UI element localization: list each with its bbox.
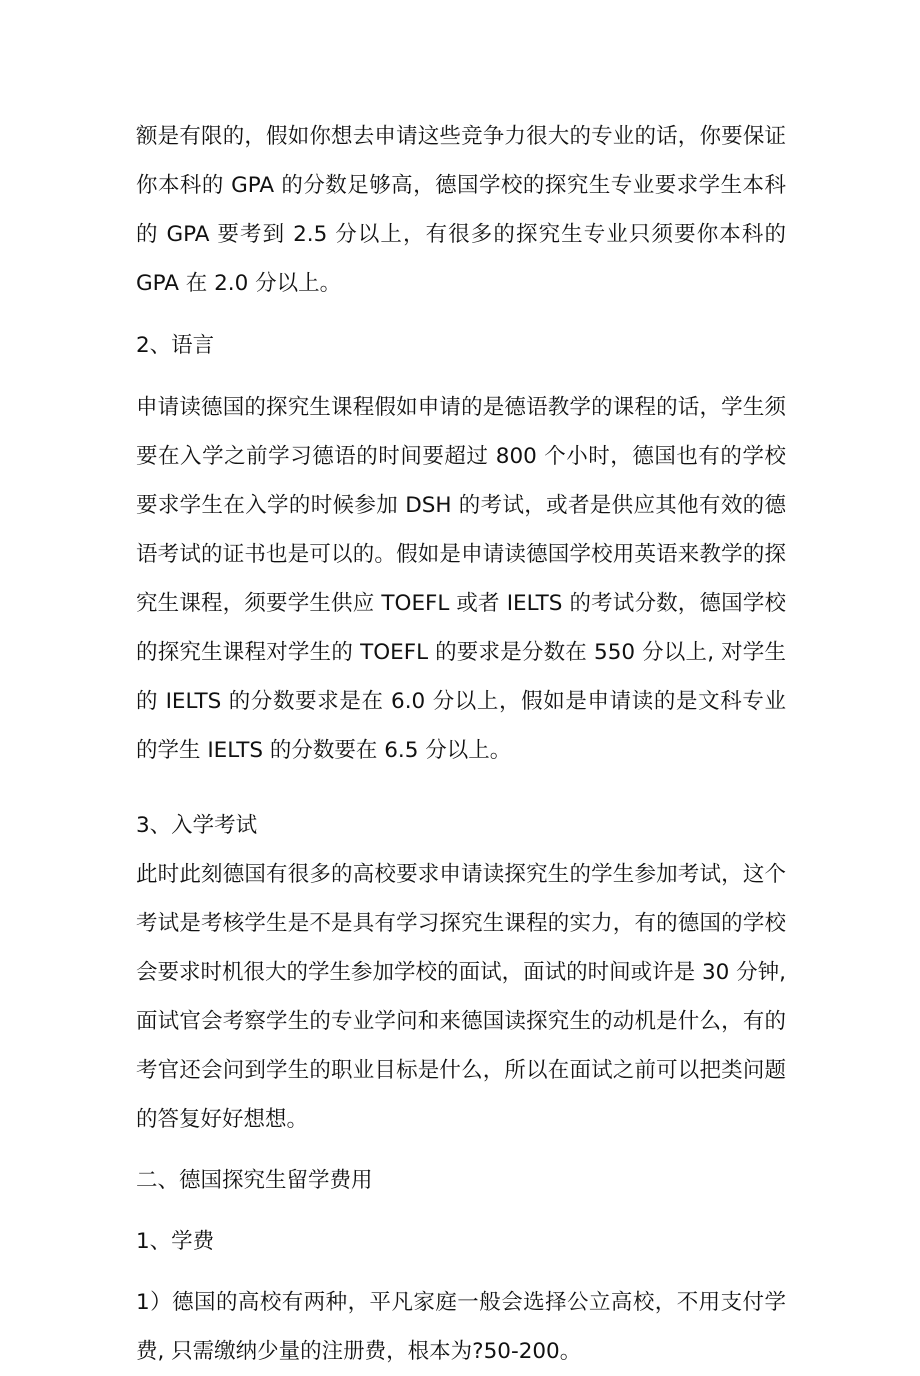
paragraph-entrance-exam: 此时此刻德国有很多的高校要求申请读探究生的学生参加考试，这个考试是考核学生是不是具有学习探究生课程的实力，有的德国的学校会要求时机很大的学生参加学校的面试，面试的时间或许是 30 分钟, 面试官会考察学生的专业学问和来德国读探究生的动机是什么，有的考官还会问到学生的职业目标是什么，所以在面试之前可以把类问题的答复好好想想。 [136,862,786,1132]
heading-study-costs: 二、德国探究生留学费用 [136,1168,373,1193]
paragraph-tuition: 1）德国的高校有两种，平凡家庭一般会选择公立高校，不用支付学费, 只需缴纳少量的注册费，根本为?50-200。 [136,1290,786,1364]
heading-entrance-exam: 3、入学考试 [136,813,258,838]
heading-language: 2、语言 [136,333,215,358]
paragraph-language-requirement: 申请读德国的探究生课程假如申请的是德语教学的课程的话，学生须要在入学之前学习德语的时间要超过 800 个小时，德国也有的学校要求学生在入学的时候参加 DSH 的考试，或者是供应其他有效的德语考试的证书也是可以的。假如是申请读德国学校用英语来教学的探究生课程，须要学生供应 TOEFL 或者 IELTS 的考试分数，德国学校的探究生课程对学生的 TOEFL 的要求是分数在 550 分以上, 对学生的 IELTS 的分数要求是在 6.0 分以上，假如是申请读的是文科专业的学生 IELTS 的分数要在 6.5 分以上。 [136,395,786,763]
heading-tuition: 1、学费 [136,1229,215,1254]
paragraph-gpa-requirement: 额是有限的，假如你想去申请这些竞争力很大的专业的话，你要保证你本科的 GPA 的分数足够高，德国学校的探究生专业要求学生本科的 GPA 要考到 2.5 分以上，有很多的探究生专业只须要你本科的 GPA 在 2.0 分以上。 [136,124,786,296]
document-body [136,112,786,1376]
